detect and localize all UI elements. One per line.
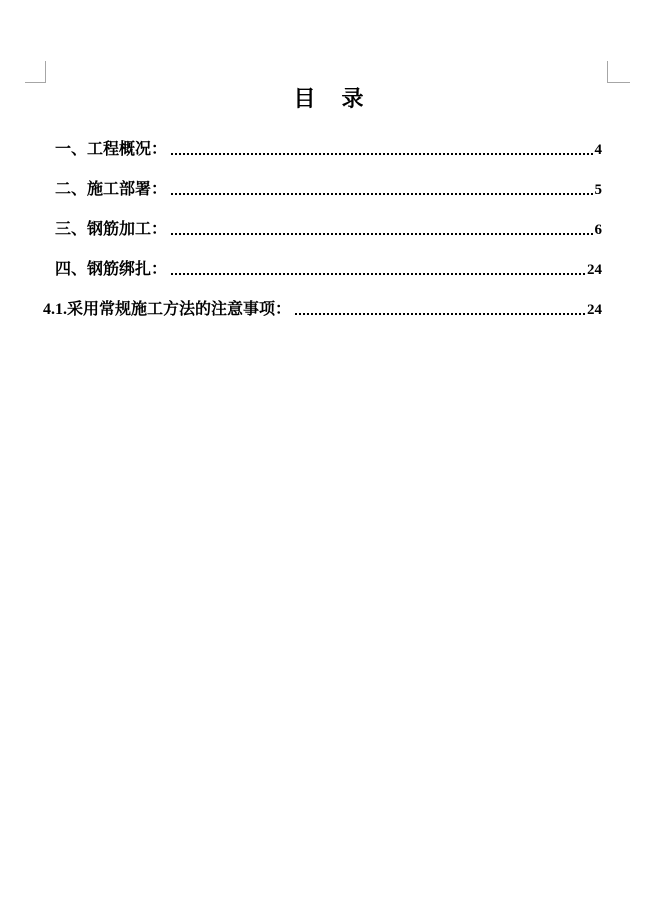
dot-leader	[295, 313, 585, 315]
toc-entry-label: 4.1.采用常规施工方法的注意事项：	[43, 301, 292, 318]
toc-entry[interactable]	[43, 300, 602, 319]
page-title: 目 录	[293, 86, 366, 111]
toc-page-number: 24	[587, 302, 602, 318]
toc-entry-label: 一、工程概况：	[55, 141, 168, 158]
dot-leader	[171, 273, 585, 275]
margin-corner-mark-right	[607, 61, 630, 83]
toc-entry[interactable]	[43, 260, 602, 279]
dot-leader	[171, 153, 592, 155]
toc-page-number: 24	[587, 262, 602, 278]
dot-leader	[171, 233, 592, 235]
table-of-contents	[43, 140, 602, 319]
toc-page-number: 6	[594, 222, 602, 238]
margin-corner-mark-left	[25, 61, 46, 83]
toc-page-number: 4	[594, 142, 602, 158]
toc-entry[interactable]	[43, 180, 602, 199]
toc-entry[interactable]	[43, 140, 602, 159]
toc-entry-label: 四、钢筋绑扎：	[55, 261, 168, 278]
dot-leader	[171, 193, 592, 195]
toc-entry-label: 二、施工部署：	[55, 181, 168, 198]
toc-entry[interactable]	[43, 220, 602, 239]
toc-entry-label: 三、钢筋加工：	[55, 221, 168, 238]
toc-page-number: 5	[594, 182, 602, 198]
